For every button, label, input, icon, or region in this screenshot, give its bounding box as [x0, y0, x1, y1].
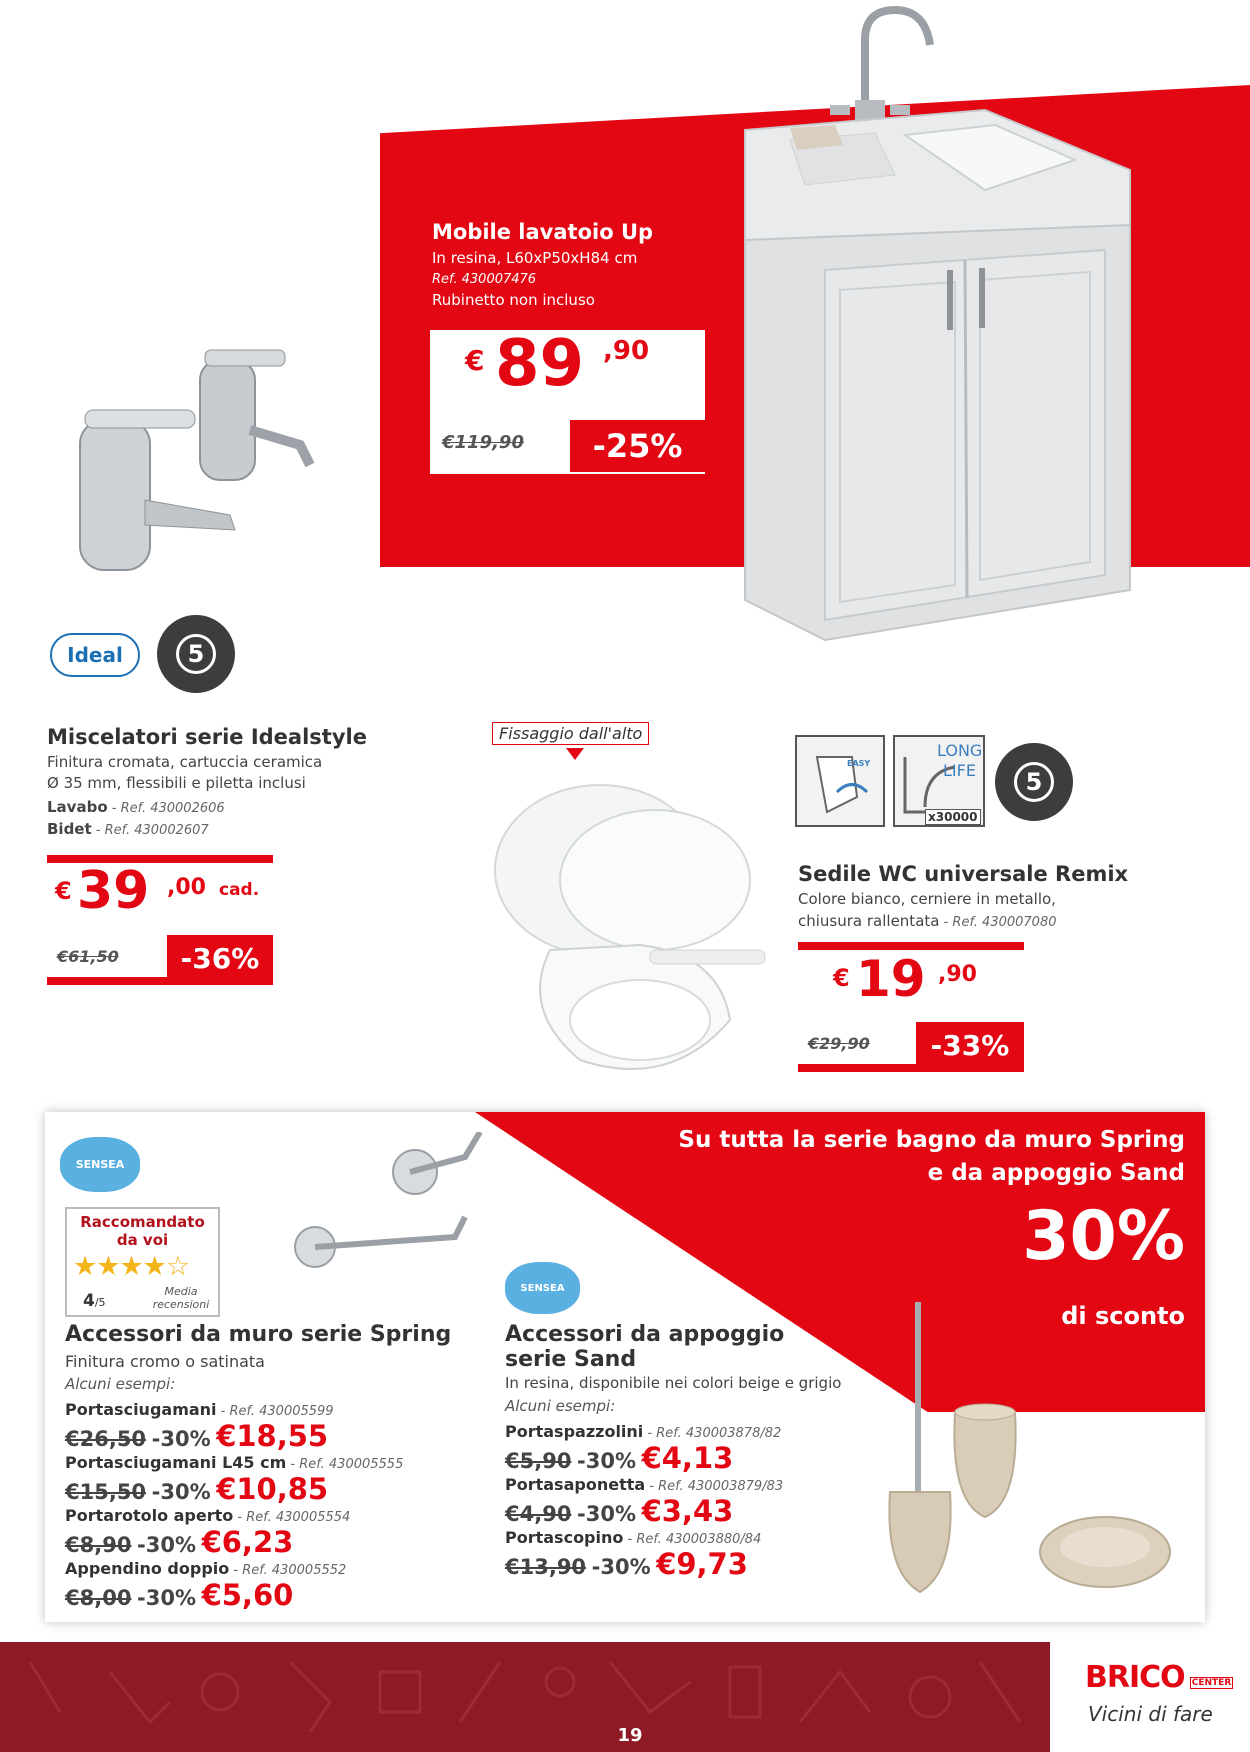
mixers-old-price: €61,50 [57, 947, 119, 966]
banner-price-currency: € [465, 344, 485, 377]
rating-title-1: Raccomandato [80, 1213, 205, 1231]
mixers-lavabo [47, 797, 225, 819]
seat-discount-badge: -33% [916, 1022, 1024, 1068]
spring-examples: Alcuni esempi: [65, 1375, 176, 1393]
cycles-label: x30000 [925, 809, 981, 825]
seat-price-decimals: ,90 [938, 962, 977, 987]
seat-price-box [798, 942, 1024, 1072]
star-icon: ★ [119, 1251, 143, 1282]
banner-price-decimals: ,90 [603, 336, 650, 366]
seat-desc-1: Colore bianco, cerniere in metallo, [798, 890, 1056, 908]
promo-panel [45, 1112, 1205, 1622]
rating-scale: /5 [94, 1296, 106, 1309]
page-number: 19 [617, 1725, 643, 1746]
footer-brand-area [1050, 1642, 1250, 1752]
mixers-title: Miscelatori serie Idealstyle [47, 725, 367, 749]
sand-item-name: Portascopino - Ref. 430003880/84 [505, 1528, 762, 1547]
mixers-price-decimals: ,00 [167, 875, 206, 900]
banner-old-price: €119,90 [442, 432, 524, 453]
callout-arrow-icon [566, 748, 584, 760]
sand-item [505, 1422, 865, 1475]
faucet-image [60, 330, 330, 600]
mixers-lavabo-label: Lavabo [47, 798, 108, 816]
sand-item [505, 1475, 865, 1528]
rating-box [65, 1207, 220, 1317]
seat-title: Sedile WC universale Remix [798, 862, 1129, 886]
banner-price-box [430, 322, 705, 482]
rating-stars [73, 1251, 189, 1282]
life-label: LIFE [943, 761, 976, 780]
mixers-price-box [47, 855, 273, 985]
sand-item-name: Portasaponetta - Ref. 430003879/83 [505, 1475, 784, 1494]
mixers-desc-1: Finitura cromata, cartuccia ceramica [47, 753, 323, 771]
banner-price-integer: 89 [495, 327, 585, 401]
sand-title-2: serie Sand [505, 1347, 637, 1372]
star-outline-icon: ☆ [165, 1251, 190, 1282]
brico-logo-text: BRICO [1085, 1660, 1185, 1695]
seat-ref: - Ref. 430007080 [939, 915, 1057, 930]
promo-headline-2: e da appoggio Sand [927, 1160, 1185, 1186]
rating-caption-2: recensioni [152, 1298, 210, 1311]
promo-percent: 30% [1022, 1197, 1185, 1276]
mixers-price-integer: 39 [77, 861, 150, 921]
banner-product-note: Rubinetto non incluso [432, 291, 595, 309]
easy-label: EASY [847, 759, 871, 768]
spring-item [65, 1506, 445, 1559]
mixers-bidet-label: Bidet [47, 820, 92, 838]
sand-item-price: €5,90 -30% €4,13 [505, 1441, 734, 1475]
spring-title: Accessori da muro serie Spring [65, 1322, 452, 1347]
spring-item-name: Portasciugamani L45 cm - Ref. 430005555 [65, 1453, 404, 1472]
sand-item-name: Portaspazzolini - Ref. 430003878/82 [505, 1422, 782, 1441]
seat-guarantee-5-years-badge [995, 743, 1073, 821]
spring-item-name: Portasciugamani - Ref. 430005599 [65, 1400, 334, 1419]
long-label: LONG [937, 741, 983, 760]
rating-value [83, 1291, 106, 1311]
footer-tagline: Vicini di fare [1088, 1702, 1213, 1726]
mixers-price-currency: € [55, 877, 72, 905]
banner-product-title: Mobile lavatoio Up [432, 220, 654, 244]
spring-item [65, 1559, 445, 1612]
spring-item [65, 1400, 445, 1453]
seat-desc-2 [798, 911, 1057, 933]
rating-caption-1: Media [164, 1285, 198, 1298]
seat-price-integer: 19 [856, 950, 926, 1008]
banner-product-desc: In resina, L60xP50xH84 cm [432, 249, 638, 267]
easy-clip-icon [795, 735, 885, 827]
seat-desc-2-text: chiusura rallentata [798, 912, 940, 930]
rating-number: 4 [83, 1291, 95, 1311]
spring-item [65, 1453, 445, 1506]
spring-item-name: Portarotolo aperto - Ref. 430005554 [65, 1506, 351, 1525]
sensea-logo-small: SENSEA [505, 1262, 580, 1314]
sand-accessories-image [865, 1302, 1185, 1602]
sand-item-price: €4,90 -30% €3,43 [505, 1494, 734, 1528]
promo-sub: di sconto [1061, 1302, 1185, 1330]
spring-item-price: €8,00 -30% €5,60 [65, 1578, 294, 1612]
spring-item-name: Appendino doppio - Ref. 430005552 [65, 1559, 347, 1578]
mixers-desc-2: Ø 35 mm, flessibili e piletta inclusi [47, 774, 306, 792]
sand-examples: Alcuni esempi: [505, 1397, 616, 1415]
sensea-logo: SENSEA [60, 1137, 140, 1192]
guarantee-5-years-badge [157, 615, 235, 693]
laundry-cabinet-image [735, 0, 1145, 650]
sand-item-price: €13,90 -30% €9,73 [505, 1547, 748, 1581]
spring-accessories-image [275, 1132, 555, 1282]
guarantee-years: 5 [176, 634, 216, 674]
mixers-lavabo-ref: - Ref. 430002606 [107, 801, 225, 816]
mixers-bidet-ref: - Ref. 430002607 [91, 823, 209, 838]
mixers-discount-badge: -36% [167, 935, 273, 981]
toilet-seat-image [490, 780, 780, 1080]
spring-items-list [65, 1400, 445, 1612]
long-life-icon [893, 735, 985, 827]
promo-headline-1: Su tutta la serie bagno da muro Spring [678, 1127, 1185, 1153]
sand-subtitle: In resina, disponibile nei colori beige e grigio [505, 1374, 842, 1392]
spring-item-price: €15,50 -30% €10,85 [65, 1472, 329, 1506]
banner-discount-badge: -25% [570, 420, 705, 472]
footer-pattern [0, 1642, 1050, 1752]
mixers-bidet [47, 819, 209, 841]
seat-price-currency: € [833, 964, 850, 992]
mixers-price-unit: cad. [219, 880, 260, 900]
brico-center-logo [1085, 1660, 1233, 1695]
sand-title-1: Accessori da appoggio [505, 1322, 785, 1347]
sand-items-list [505, 1422, 865, 1581]
spring-item-price: €8,90 -30% €6,23 [65, 1525, 294, 1559]
banner-product-ref: Ref. 430007476 [432, 272, 537, 287]
sand-item [505, 1528, 865, 1581]
rating-title-2: da voi [116, 1231, 169, 1249]
fixing-callout: Fissaggio dall'alto [492, 722, 649, 745]
seat-guarantee-years: 5 [1014, 762, 1054, 802]
spring-item-price: €26,50 -30% €18,55 [65, 1419, 329, 1453]
ideal-standard-logo: Ideal [50, 633, 140, 677]
star-icon: ★ [73, 1251, 97, 1282]
center-logo-text: CENTER [1191, 1677, 1232, 1688]
seat-old-price: €29,90 [808, 1034, 870, 1053]
star-icon: ★ [142, 1251, 166, 1282]
star-icon: ★ [96, 1251, 120, 1282]
spring-subtitle: Finitura cromo o satinata [65, 1352, 265, 1371]
